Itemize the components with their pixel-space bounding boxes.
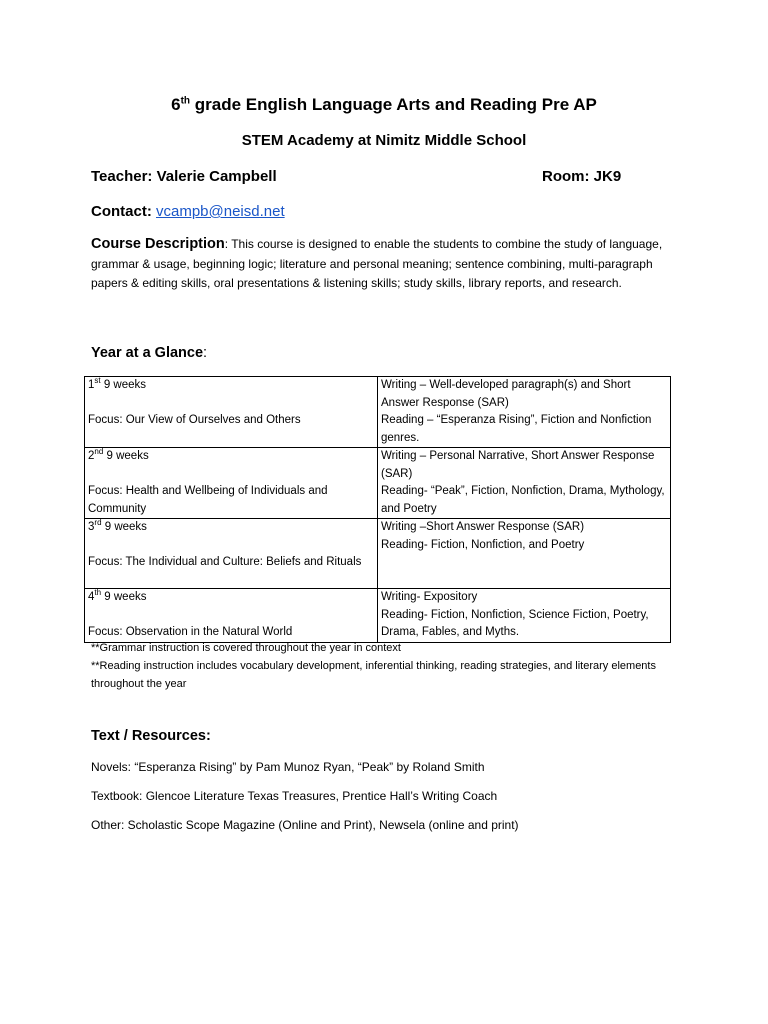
title-ordinal-suffix: th (180, 95, 191, 107)
quarter-writing: Writing – Personal Narrative, Short Answer Response (SAR) (381, 450, 655, 480)
quarter-writing: Writing- Expository (381, 591, 478, 603)
resources-other: Other: Scholastic Scope Magazine (Online and Print), Newsela (online and print) (91, 818, 519, 832)
teacher-label: Teacher: Valerie Campbell (91, 168, 277, 185)
quarter-focus: Focus: The Individual and Culture: Beliefs and Rituals (88, 556, 362, 568)
quarter-period: 1st 9 weeks (88, 376, 147, 391)
quarter-cell (85, 377, 378, 448)
resources-heading: Text / Resources: (91, 728, 211, 744)
school-name: STEM Academy at Nimitz Middle School (241, 132, 527, 149)
grammar-note: **Grammar instruction is covered throughout the year in context (91, 642, 401, 654)
table-row (85, 377, 671, 448)
quarter-reading: Reading- “Peak”, Fiction, Nonfiction, Drama, Mythology, and Poetry (381, 485, 665, 515)
quarter-reading: Reading- Fiction, Nonfiction, Science Fiction, Poetry, Drama, Fables, and Myths. (381, 608, 649, 638)
year-at-glance-heading-text: Year at a Glance (91, 345, 204, 361)
quarter-content-cell (378, 448, 671, 519)
quarter-cell (85, 519, 378, 589)
title-text: grade English Language Arts and Reading Pre AP (190, 95, 597, 114)
quarter-focus: Focus: Our View of Ourselves and Others (88, 414, 301, 426)
contact-label: Contact: (91, 203, 156, 220)
quarter-reading: Reading – “Esperanza Rising”, Fiction and Nonfiction genres. (381, 414, 652, 444)
resources-textbook: Textbook: Glencoe Literature Texas Treasures, Prentice Hall’s Writing Coach (91, 789, 498, 803)
year-at-glance-heading (91, 345, 207, 361)
quarter-period: 3rd 9 weeks (88, 518, 147, 533)
contact-email-link[interactable]: vcampb@neisd.net (156, 203, 285, 220)
year-at-glance-colon: : (203, 345, 208, 361)
quarter-writing: Writing –Short Answer Response (SAR) (381, 521, 585, 533)
title-number: 6 (171, 95, 181, 114)
table-notes (91, 639, 681, 693)
table-row (85, 519, 671, 589)
quarter-cell (85, 589, 378, 643)
course-description-heading: Course Description (91, 236, 225, 252)
room-label: Room: JK9 (542, 168, 622, 185)
course-description (91, 235, 681, 294)
page-title (0, 95, 768, 115)
year-at-glance-table (84, 376, 671, 643)
quarter-focus: Focus: Health and Wellbeing of Individuals and Community (88, 485, 328, 515)
resources-novels: Novels: “Esperanza Rising” by Pam Munoz Ryan, “Peak” by Roland Smith (91, 760, 485, 774)
quarter-focus: Focus: Observation in the Natural World (88, 626, 293, 638)
table-row (85, 448, 671, 519)
teacher-room-line (91, 168, 633, 185)
quarter-cell (85, 448, 378, 519)
quarter-period: 2nd 9 weeks (88, 447, 149, 462)
table-row (85, 589, 671, 643)
contact-line (91, 203, 285, 220)
quarter-content-cell (378, 589, 671, 643)
quarter-period: 4th 9 weeks (88, 588, 147, 603)
quarter-writing: Writing – Well-developed paragraph(s) and Short Answer Response (SAR) (381, 379, 631, 409)
course-description-text: : This course is designed to enable the students to combine the study of language, grammar & usage, beginning logic; literature and personal meaning; sentence combining, multi-paragraph papers & editing skills, oral presentations & listening skills; study skills, library reports, and research. (91, 237, 663, 290)
quarter-content-cell (378, 519, 671, 589)
quarter-content-cell (378, 377, 671, 448)
reading-note: **Reading instruction includes vocabulary development, inferential thinking, reading strategies, and literary elements throughout the year (91, 660, 656, 690)
quarter-reading: Reading- Fiction, Nonfiction, and Poetry (381, 538, 585, 551)
